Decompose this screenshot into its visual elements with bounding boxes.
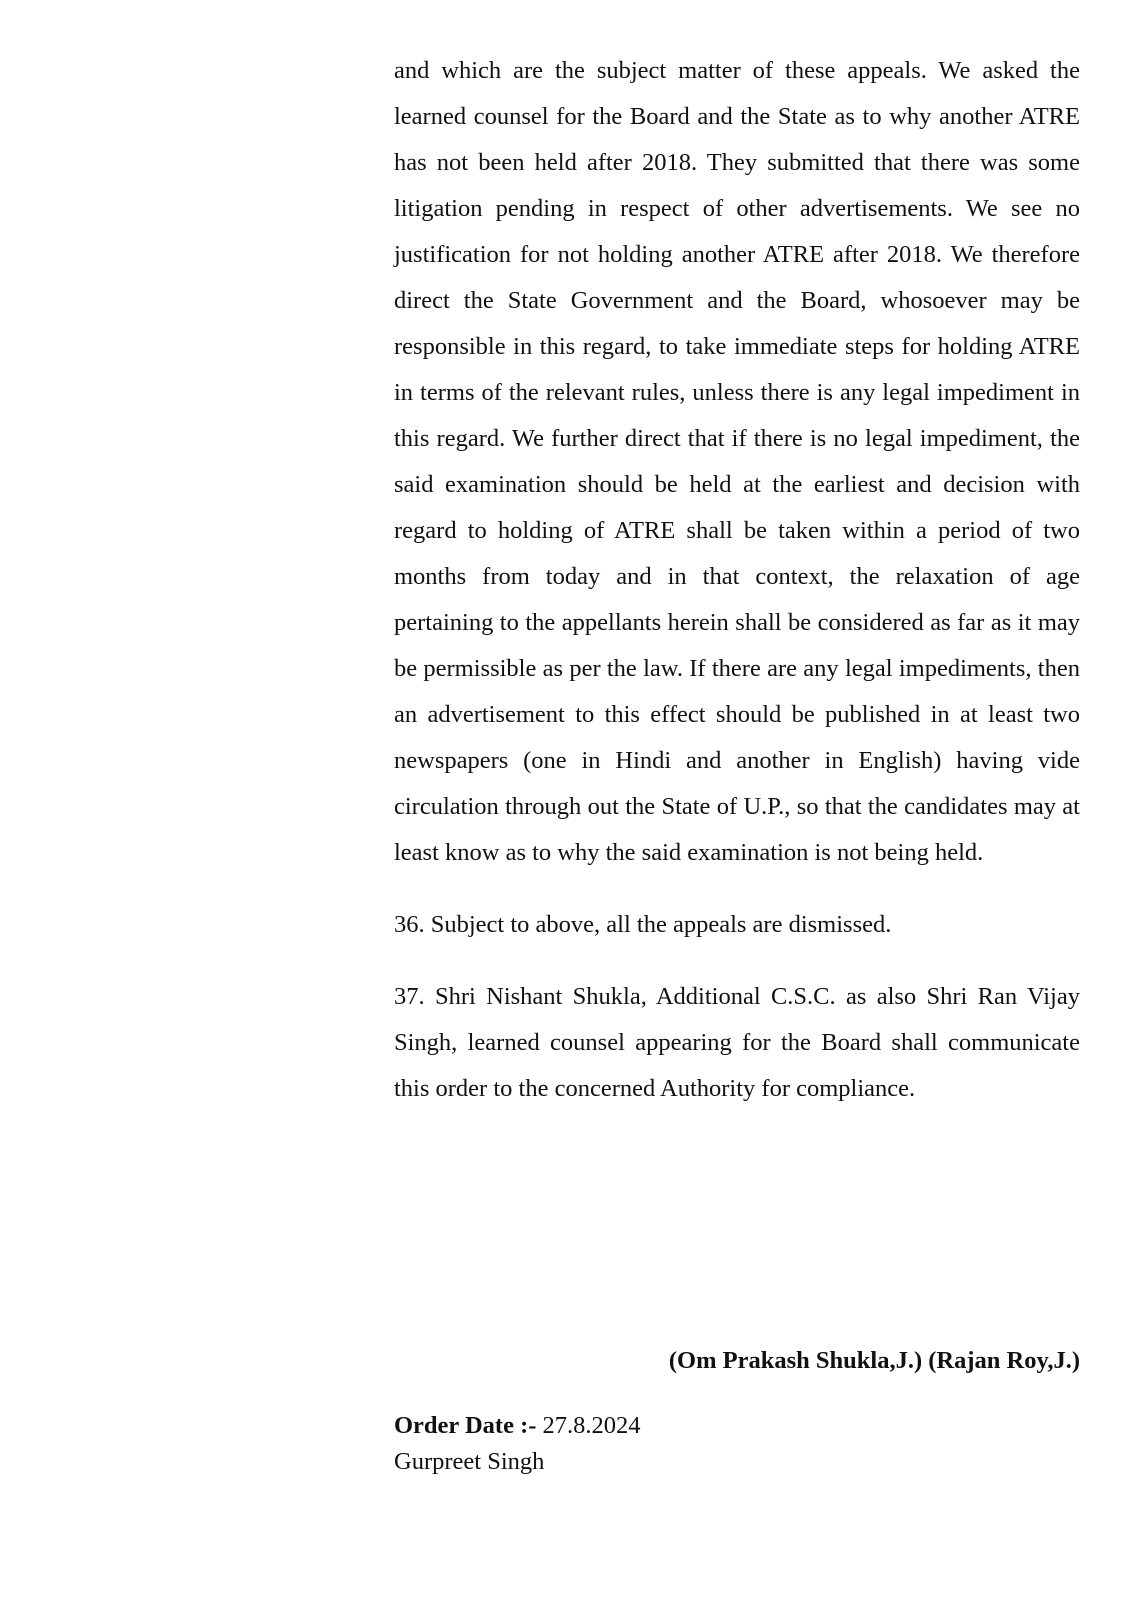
paragraph-36: 36. Subject to above, all the appeals are dismissed. [394,911,892,938]
order-details [394,1408,1080,1480]
paragraph-35-continued: and which are the subject matter of these appeals. We asked the learned counsel for the Board and the State as to why another ATRE has not been held after 2018. They submitted that there was some litigation pending in respect of other advertisements. We see no justification for not holding another ATRE after 2018. We therefore direct the State Government and the Board, whosoever may be responsible in this regard, to take immediate steps for holding ATRE in terms of the relevant rules, unless there is any legal impediment in this regard. We further direct that if there is no legal impediment, the said examination should be held at the earliest and decision with regard to holding of ATRE shall be taken within a period of two months from today and in that context, the relaxation of age pertaining to the appellants herein shall be considered as far as it may be permissible as per the law. If there are any legal impediments, then an advertisement to this effect should be published in at least two newspapers (one in Hindi and another in English) having vide circulation through out the State of U.P., so that the candidates may at least know as to why the said examination is not being held. [394,57,1080,866]
order-date-label: Order Date :- [394,1412,537,1439]
order-author: Gurpreet Singh [394,1448,545,1475]
order-date-value: 27.8.2024 [542,1412,641,1439]
order-date-line [394,1408,1080,1444]
judgment-body [394,48,1080,1112]
paragraph-37: 37. Shri Nishant Shukla, Additional C.S.C. as also Shri Ran Vijay Singh, learned counsel appearing for the Board shall communicate this order to the concerned Authority for compliance. [394,983,1080,1102]
judges-signature: (Om Prakash Shukla,J.) (Rajan Roy,J.) [668,1347,1080,1374]
